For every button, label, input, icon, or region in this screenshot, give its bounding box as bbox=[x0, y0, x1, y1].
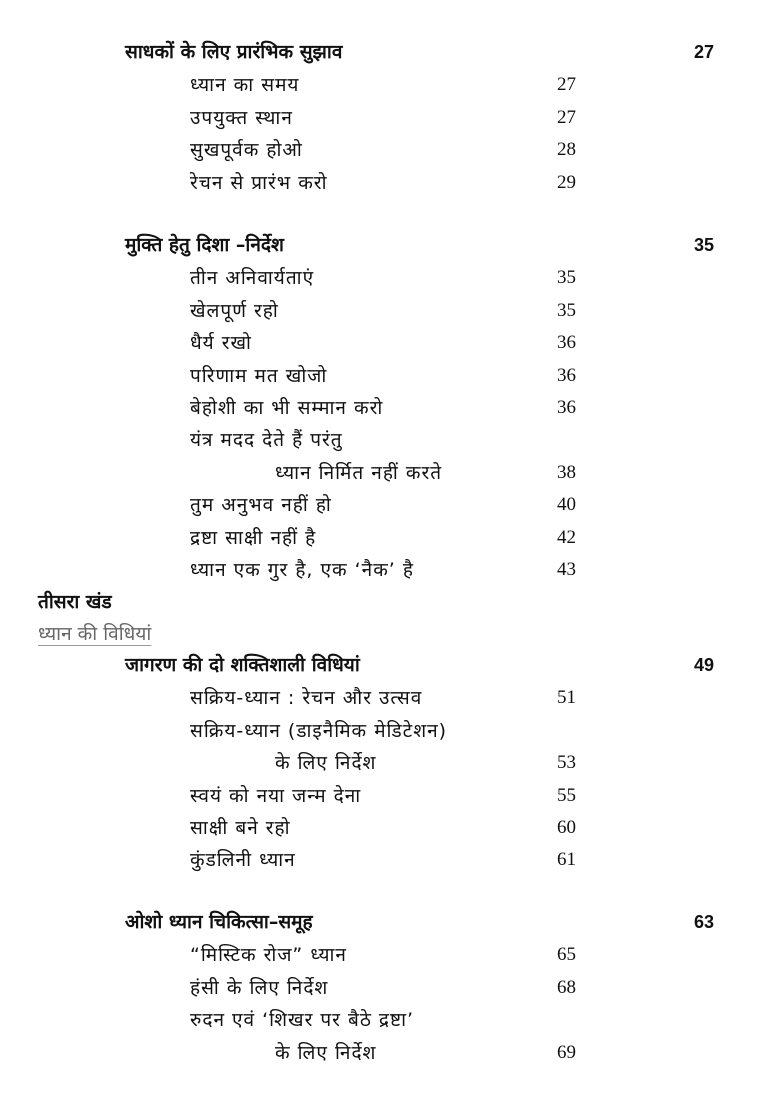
toc-entry bbox=[0, 168, 780, 198]
entry-page-number: 35 bbox=[557, 267, 576, 289]
toc-entry bbox=[0, 328, 780, 358]
entry-page-number: 28 bbox=[557, 139, 576, 161]
entry-page-number: 55 bbox=[557, 784, 576, 806]
entry-page-number: 38 bbox=[557, 461, 576, 483]
entry-title: स्वयं को नया जन्म देना bbox=[190, 784, 362, 807]
entry-title-continuation: ध्यान निर्मित नहीं करते bbox=[275, 461, 443, 484]
entry-title: “मिस्टिक रोज” ध्यान bbox=[190, 944, 347, 967]
part-label: तीसरा खंड bbox=[38, 591, 112, 613]
section-title: जागरण की दो शक्तिशाली विधियां bbox=[125, 654, 360, 676]
entry-page-number: 61 bbox=[557, 849, 576, 871]
entry-page-number: 42 bbox=[557, 526, 576, 548]
entry-title: ध्यान एक गुर है, एक ‘नैक’ है bbox=[190, 559, 414, 581]
entry-page-number: 43 bbox=[557, 559, 576, 580]
entry-title: ध्यान का समय bbox=[190, 74, 300, 97]
entry-page-number: 65 bbox=[557, 944, 576, 966]
entry-page-number: 29 bbox=[557, 171, 576, 193]
part-subtitle: ध्यान की विधियां bbox=[38, 623, 152, 645]
toc-entry-continuation bbox=[0, 748, 780, 778]
toc-entry bbox=[0, 716, 780, 746]
entry-title: खेलपूर्ण रहो bbox=[190, 299, 279, 322]
toc-entry-continuation bbox=[0, 458, 780, 488]
toc-entry bbox=[0, 781, 780, 811]
entry-title: सुखपूर्वक होओ bbox=[190, 139, 303, 162]
toc-entry bbox=[0, 361, 780, 391]
entry-title: यंत्र मदद देते हैं परंतु bbox=[190, 429, 343, 452]
entry-title: धैर्य रखो bbox=[190, 332, 252, 355]
entry-page-number: 60 bbox=[557, 817, 576, 838]
part-heading bbox=[0, 587, 780, 617]
toc-section-heading bbox=[0, 907, 780, 937]
entry-title: सक्रिय-ध्यान (डाइनैमिक मेडिटेशन) bbox=[190, 719, 448, 742]
entry-page-number: 36 bbox=[557, 397, 576, 418]
entry-page-number: 36 bbox=[557, 364, 576, 386]
section-title: ओशो ध्यान चिकित्सा–समूह bbox=[125, 911, 313, 933]
toc-section-heading bbox=[0, 650, 780, 680]
toc-entry bbox=[0, 555, 780, 585]
entry-page-number: 27 bbox=[557, 106, 576, 128]
toc-entry bbox=[0, 683, 780, 713]
part-subtitle-row bbox=[0, 619, 780, 649]
entry-title-continuation: के लिए निर्देश bbox=[275, 752, 377, 775]
section-page-number: 35 bbox=[693, 235, 714, 255]
toc-entry bbox=[0, 296, 780, 326]
entry-page-number: 53 bbox=[557, 752, 576, 774]
toc-entry bbox=[0, 940, 780, 970]
toc-entry-continuation bbox=[0, 1038, 780, 1068]
toc-entry bbox=[0, 813, 780, 843]
section-page-number: 49 bbox=[693, 655, 714, 675]
entry-title: हंसी के लिए निर्देश bbox=[190, 976, 329, 999]
entry-page-number: 35 bbox=[557, 299, 576, 321]
section-page-number: 27 bbox=[693, 42, 714, 62]
section-title: मुक्ति हेतु दिशा –निर्देश bbox=[125, 234, 284, 256]
entry-title-continuation: के लिए निर्देश bbox=[275, 1041, 377, 1064]
toc-section-heading bbox=[0, 37, 780, 67]
entry-title: साक्षी बने रहो bbox=[190, 817, 291, 839]
section-page-number: 63 bbox=[693, 912, 714, 932]
toc-entry bbox=[0, 70, 780, 100]
toc-entry bbox=[0, 393, 780, 423]
toc-entry bbox=[0, 973, 780, 1003]
toc-entry bbox=[0, 1005, 780, 1035]
section-title: साधकों के लिए प्रारंभिक सुझाव bbox=[125, 41, 343, 63]
entry-page-number: 51 bbox=[557, 687, 576, 709]
toc-entry bbox=[0, 845, 780, 875]
entry-title: तुम अनुभव नहीं हो bbox=[190, 494, 332, 517]
entry-title: उपयुक्त स्थान bbox=[190, 106, 293, 129]
entry-title: रेचन से प्रारंभ करो bbox=[190, 171, 328, 194]
entry-page-number: 69 bbox=[557, 1041, 576, 1063]
toc-entry bbox=[0, 263, 780, 293]
toc-entry bbox=[0, 135, 780, 165]
entry-page-number: 27 bbox=[557, 74, 576, 96]
toc-entry bbox=[0, 103, 780, 133]
toc-entry bbox=[0, 490, 780, 520]
entry-page-number: 40 bbox=[557, 494, 576, 516]
entry-title: सक्रिय-ध्यान : रेचन और उत्सव bbox=[190, 687, 423, 710]
entry-title: द्रष्टा साक्षी नहीं है bbox=[190, 526, 317, 549]
entry-title: बेहोशी का भी सम्मान करो bbox=[190, 397, 384, 419]
toc-entry bbox=[0, 523, 780, 553]
entry-title: कुंडलिनी ध्यान bbox=[190, 849, 296, 872]
entry-title: परिणाम मत खोजो bbox=[190, 364, 328, 387]
entry-page-number: 68 bbox=[557, 976, 576, 998]
entry-title: रुदन एवं ‘शिखर पर बैठे द्रष्टा’ bbox=[190, 1009, 415, 1032]
toc-section-heading bbox=[0, 230, 780, 260]
entry-title: तीन अनिवार्यताएं bbox=[190, 267, 315, 290]
entry-page-number: 36 bbox=[557, 332, 576, 354]
toc-entry bbox=[0, 425, 780, 455]
